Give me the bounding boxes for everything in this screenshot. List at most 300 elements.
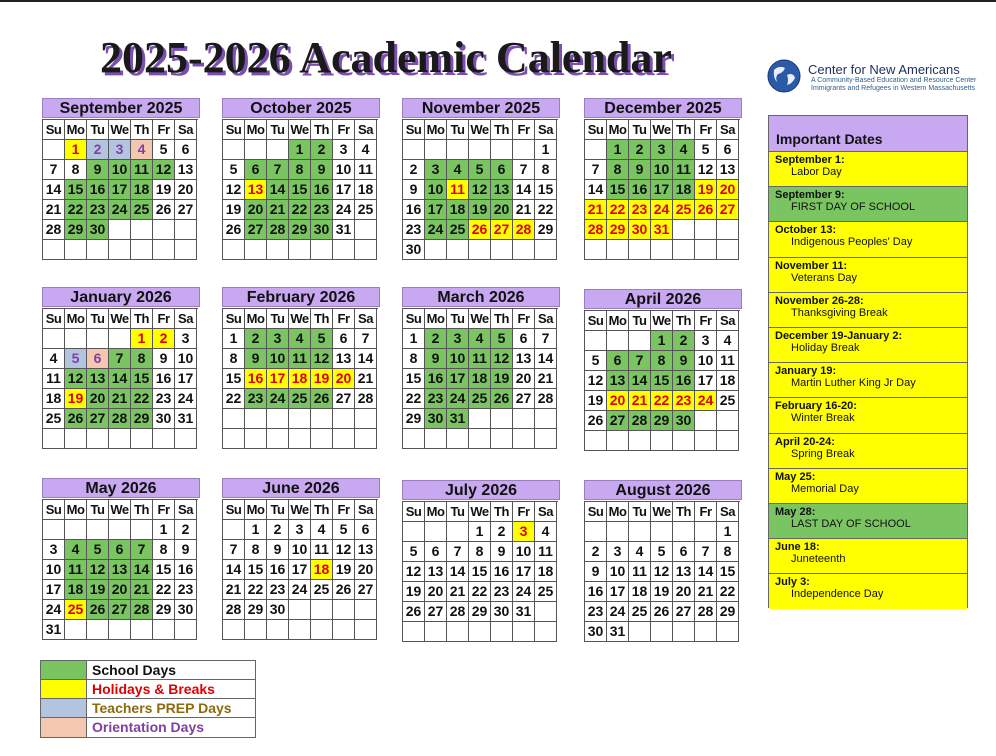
day-cell: 30 [585,622,607,642]
weekday-header: Tu [87,500,109,520]
day-cell: 2 [673,331,695,351]
important-dates-panel [768,115,968,608]
empty-cell [425,522,447,542]
empty-cell [245,409,267,429]
date-item [769,187,967,222]
day-cell: 20 [513,369,535,389]
day-cell: 11 [311,540,333,560]
empty-cell [673,622,695,642]
day-cell: 16 [153,369,175,389]
day-cell: 14 [535,349,557,369]
day-cell: 10 [607,562,629,582]
legend-swatch [41,699,87,717]
weekday-header: Fr [695,120,717,140]
day-cell: 5 [651,542,673,562]
day-cell: 28 [629,411,651,431]
day-cell: 26 [491,389,513,409]
day-cell: 13 [87,369,109,389]
day-cell: 6 [491,160,513,180]
weekday-header: We [109,120,131,140]
day-cell: 8 [469,542,491,562]
day-cell: 11 [673,160,695,180]
day-cell: 19 [585,391,607,411]
month-header: February 2026 [222,287,380,307]
weekday-header: Th [673,502,695,522]
empty-cell [245,429,267,449]
empty-cell [65,329,87,349]
day-cell: 16 [491,562,513,582]
day-cell: 19 [223,200,245,220]
empty-cell [311,429,333,449]
date-item [769,574,967,609]
day-cell: 8 [651,351,673,371]
empty-cell [403,429,425,449]
day-cell: 5 [333,520,355,540]
day-cell: 9 [673,351,695,371]
day-cell: 5 [695,140,717,160]
organization-logo [766,58,994,98]
day-cell: 2 [245,329,267,349]
weekday-header: Fr [513,502,535,522]
day-cell: 22 [403,389,425,409]
day-cell: 19 [491,369,513,389]
empty-cell [175,429,197,449]
day-cell: 13 [491,180,513,200]
day-cell: 5 [311,329,333,349]
weekday-header: Th [673,311,695,331]
day-cell: 18 [131,180,153,200]
date-item [769,293,967,328]
empty-cell [109,220,131,240]
day-cell: 26 [65,409,87,429]
weekday-header: Su [585,311,607,331]
date-label: June 18: [775,541,820,554]
empty-cell [513,622,535,642]
day-cell: 9 [491,542,513,562]
organization-name: Center for New Americans [808,62,960,77]
day-cell: 8 [245,540,267,560]
empty-cell [267,409,289,429]
day-cell: 31 [43,620,65,640]
empty-cell [403,622,425,642]
month-header: May 2026 [42,478,200,498]
day-cell: 9 [153,349,175,369]
date-item [769,539,967,574]
day-cell: 1 [535,140,557,160]
empty-cell [425,240,447,260]
empty-cell [585,522,607,542]
empty-cell [535,622,557,642]
day-cell: 4 [311,520,333,540]
empty-cell [311,620,333,640]
day-cell: 16 [245,369,267,389]
top-border-line [0,0,996,2]
day-cell: 31 [175,409,197,429]
day-cell: 25 [355,200,377,220]
day-cell: 15 [223,369,245,389]
day-cell: 26 [403,602,425,622]
day-cell: 27 [513,389,535,409]
empty-cell [289,240,311,260]
day-cell: 14 [695,562,717,582]
day-cell: 10 [447,349,469,369]
day-cell: 13 [355,540,377,560]
empty-cell [65,429,87,449]
day-cell: 23 [403,220,425,240]
day-cell: 4 [65,540,87,560]
empty-cell [245,140,267,160]
day-cell: 4 [289,329,311,349]
empty-cell [607,431,629,451]
calendar-october-2025 [222,98,380,260]
month-header: July 2026 [402,480,560,500]
day-cell: 24 [289,580,311,600]
weekday-header: We [289,500,311,520]
legend-row [41,680,255,699]
date-label: November 11: [775,259,848,272]
day-cell: 24 [333,200,355,220]
day-cell: 29 [535,220,557,240]
day-cell: 20 [607,391,629,411]
day-cell: 4 [355,140,377,160]
day-cell: 15 [651,371,673,391]
day-cell: 4 [469,329,491,349]
empty-cell [289,429,311,449]
empty-cell [651,431,673,451]
day-cell: 14 [131,560,153,580]
empty-cell [223,520,245,540]
empty-cell [695,220,717,240]
empty-cell [607,240,629,260]
empty-cell [245,240,267,260]
day-cell: 17 [607,582,629,602]
empty-cell [267,620,289,640]
day-cell: 2 [153,329,175,349]
day-cell: 27 [425,602,447,622]
day-cell: 10 [175,349,197,369]
weekday-header: We [289,309,311,329]
calendar-june-2026 [222,478,380,640]
month-header: September 2025 [42,98,200,118]
empty-cell [695,411,717,431]
day-cell: 28 [223,600,245,620]
day-cell: 12 [585,371,607,391]
weekday-header: Sa [175,309,197,329]
empty-cell [87,240,109,260]
day-cell: 23 [87,200,109,220]
day-cell: 28 [109,409,131,429]
weekday-header: Tu [629,502,651,522]
day-cell: 10 [333,160,355,180]
day-cell: 27 [333,389,355,409]
day-cell: 1 [717,522,739,542]
weekday-header: Su [223,500,245,520]
date-label: January 19: [775,365,837,378]
weekday-header: Mo [425,309,447,329]
weekday-header: Tu [267,309,289,329]
day-cell: 12 [223,180,245,200]
empty-cell [87,429,109,449]
empty-cell [223,620,245,640]
day-cell: 28 [355,389,377,409]
legend-swatch [41,661,87,679]
empty-cell [513,409,535,429]
weekday-header: Sa [535,120,557,140]
day-cell: 7 [223,540,245,560]
date-label: April 20-24: [775,435,835,448]
day-cell: 6 [355,520,377,540]
day-cell: 11 [131,160,153,180]
day-cell: 15 [153,560,175,580]
day-cell: 12 [491,349,513,369]
day-cell: 18 [289,369,311,389]
day-cell: 2 [425,329,447,349]
day-cell: 6 [245,160,267,180]
date-description: LAST DAY OF SCHOOL [791,517,911,530]
day-cell: 19 [403,582,425,602]
day-cell: 26 [651,602,673,622]
day-cell: 19 [153,180,175,200]
empty-cell [65,620,87,640]
weekday-header: We [469,120,491,140]
date-description: Veterans Day [791,271,858,284]
legend-swatch [41,718,87,737]
day-cell: 12 [153,160,175,180]
day-cell: 27 [355,580,377,600]
empty-cell [153,620,175,640]
empty-cell [131,240,153,260]
weekday-header: Sa [355,500,377,520]
day-cell: 17 [513,562,535,582]
important-dates-title: Important Dates [769,116,967,152]
day-cell: 7 [629,351,651,371]
date-description: Thanksgiving Break [791,306,888,319]
day-cell: 4 [629,542,651,562]
day-cell: 4 [717,331,739,351]
empty-cell [131,220,153,240]
date-description: Indigenous Peoples' Day [791,236,913,249]
empty-cell [109,620,131,640]
day-cell: 9 [175,540,197,560]
day-cell: 29 [469,602,491,622]
calendar-april-2026 [584,289,742,451]
day-cell: 2 [403,160,425,180]
weekday-header: Mo [65,120,87,140]
day-cell: 10 [651,160,673,180]
day-cell: 8 [153,540,175,560]
day-cell: 13 [673,562,695,582]
day-cell: 8 [131,349,153,369]
day-cell: 18 [717,371,739,391]
day-cell: 3 [109,140,131,160]
day-cell: 26 [469,220,491,240]
month-header: December 2025 [584,98,742,118]
day-cell: 30 [311,220,333,240]
day-cell: 5 [469,160,491,180]
weekday-header: Sa [355,309,377,329]
empty-cell [289,600,311,620]
weekday-header: Th [311,500,333,520]
day-cell: 18 [469,369,491,389]
day-cell: 27 [717,200,739,220]
day-cell: 18 [65,580,87,600]
day-cell: 30 [425,409,447,429]
day-cell: 29 [717,602,739,622]
day-cell: 6 [175,140,197,160]
empty-cell [607,522,629,542]
empty-cell [695,522,717,542]
date-item [769,152,967,187]
day-cell: 22 [223,389,245,409]
day-cell: 7 [513,160,535,180]
empty-cell [585,140,607,160]
day-cell: 23 [629,200,651,220]
day-cell: 29 [651,411,673,431]
day-cell: 1 [223,329,245,349]
month-header: August 2026 [584,480,742,500]
day-cell: 30 [267,600,289,620]
weekday-header: Fr [695,311,717,331]
legend-label: School Days [92,662,177,678]
empty-cell [131,520,153,540]
weekday-header: Mo [607,311,629,331]
day-cell: 25 [447,220,469,240]
day-cell: 9 [267,540,289,560]
day-cell: 7 [447,542,469,562]
empty-cell [355,240,377,260]
day-cell: 29 [289,220,311,240]
weekday-header: Tu [447,502,469,522]
empty-cell [267,240,289,260]
day-cell: 28 [585,220,607,240]
weekday-header: Tu [267,120,289,140]
day-cell: 10 [267,349,289,369]
day-cell: 15 [717,562,739,582]
empty-cell [673,240,695,260]
day-cell: 11 [469,349,491,369]
day-cell: 27 [175,200,197,220]
empty-cell [447,140,469,160]
day-cell: 9 [311,160,333,180]
month-header: January 2026 [42,287,200,307]
day-cell: 20 [491,200,513,220]
day-cell: 26 [695,200,717,220]
empty-cell [629,431,651,451]
weekday-header: Mo [607,120,629,140]
day-cell: 22 [469,582,491,602]
day-cell: 28 [447,602,469,622]
day-cell: 12 [87,560,109,580]
day-cell: 27 [87,409,109,429]
empty-cell [673,522,695,542]
day-cell: 22 [717,582,739,602]
empty-cell [333,409,355,429]
weekday-header: Su [43,500,65,520]
weekday-header: Fr [153,500,175,520]
day-cell: 5 [65,349,87,369]
weekday-header: Sa [717,311,739,331]
weekday-header: Mo [65,309,87,329]
day-cell: 29 [403,409,425,429]
day-cell: 11 [289,349,311,369]
empty-cell [469,240,491,260]
date-item [769,398,967,433]
month-header: November 2025 [402,98,560,118]
empty-cell [355,429,377,449]
date-label: September 1: [775,154,845,166]
weekday-header: Sa [355,120,377,140]
day-cell: 8 [289,160,311,180]
day-cell: 20 [175,180,197,200]
day-cell: 28 [131,600,153,620]
day-cell: 23 [311,200,333,220]
month-header: April 2026 [584,289,742,309]
empty-cell [629,240,651,260]
day-cell: 3 [607,542,629,562]
day-cell: 3 [43,540,65,560]
day-cell: 27 [491,220,513,240]
empty-cell [153,220,175,240]
day-cell: 13 [109,560,131,580]
calendar-december-2025 [584,98,742,260]
day-cell: 21 [585,200,607,220]
day-cell: 17 [651,180,673,200]
day-cell: 17 [695,371,717,391]
empty-cell [469,622,491,642]
weekday-header: Su [223,309,245,329]
empty-cell [695,431,717,451]
day-cell: 5 [403,542,425,562]
day-cell: 15 [535,180,557,200]
day-cell: 12 [403,562,425,582]
day-cell: 30 [491,602,513,622]
day-cell: 21 [43,200,65,220]
date-item [769,434,967,469]
legend-label: Holidays & Breaks [92,681,215,697]
day-cell: 20 [333,369,355,389]
calendar-september-2025 [42,98,200,260]
day-cell: 6 [109,540,131,560]
day-cell: 29 [607,220,629,240]
empty-cell [673,220,695,240]
empty-cell [403,522,425,542]
day-cell: 9 [245,349,267,369]
day-cell: 21 [447,582,469,602]
day-cell: 22 [131,389,153,409]
day-cell: 28 [695,602,717,622]
day-cell: 25 [469,389,491,409]
day-cell: 7 [43,160,65,180]
day-cell: 27 [245,220,267,240]
day-cell: 25 [43,409,65,429]
day-cell: 29 [65,220,87,240]
empty-cell [469,429,491,449]
weekday-header: Fr [333,309,355,329]
day-cell: 26 [333,580,355,600]
empty-cell [311,600,333,620]
empty-cell [223,140,245,160]
weekday-header: Tu [447,120,469,140]
weekday-header: We [651,502,673,522]
date-description: Labor Day [791,166,842,178]
day-cell: 22 [289,200,311,220]
day-cell: 25 [673,200,695,220]
day-cell: 1 [607,140,629,160]
day-cell: 20 [109,580,131,600]
weekday-header: We [109,500,131,520]
weekday-header: Sa [175,120,197,140]
date-label: July 3: [775,576,810,589]
